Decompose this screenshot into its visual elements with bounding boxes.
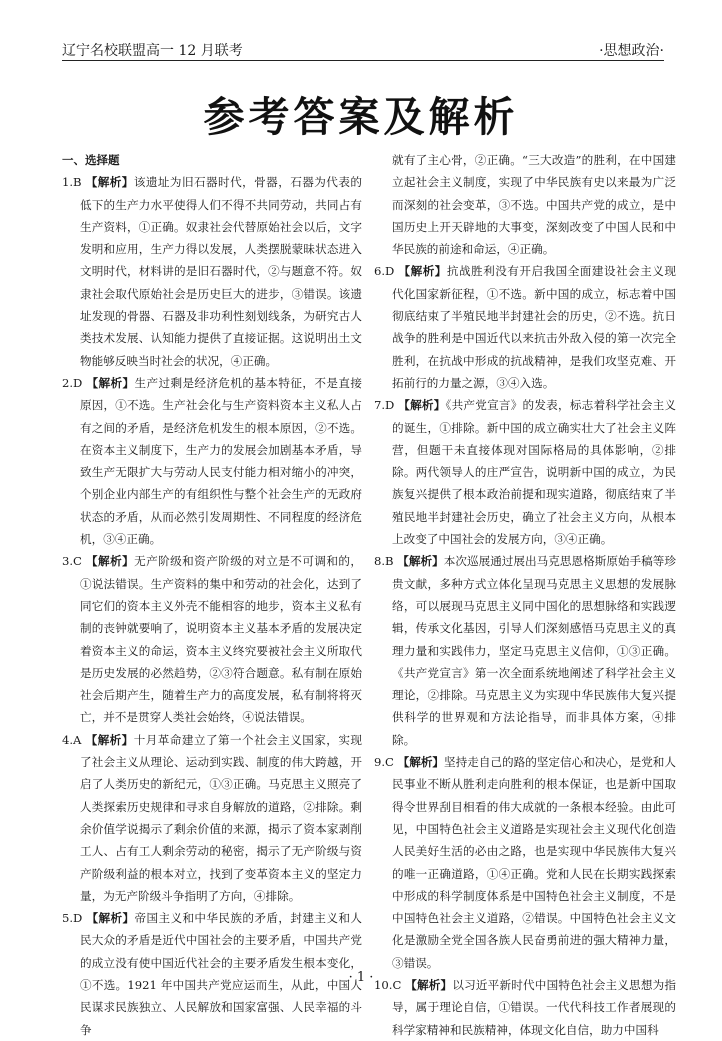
answer-item-2: 2.D 【解析】生产过剩是经济危机的基本特征，不是直接原因，①不选。生产社会化与生产资料资本主义私人占有之间的矛盾，是经济危机发生的根本原因，②不选。在资本主义制度下，生产力的发展会加剧基本矛盾，导致生产无限扩大与劳动人民支付能力相对缩小的冲突，个别企业内部生产的有组织性与整个社会生产的无政府状态的矛盾，从而必然引发周期性、不同程度的经济危机，③④正确。 (62, 375, 362, 547)
header-subject: ·思想政治· (599, 43, 664, 59)
answer-item-5: 5.D 【解析】帝国主义和中华民族的矛盾，封建主义和人民大众的矛盾是近代中国社会的主要矛盾，中国共产党的成立没有使中国近代社会的主要矛盾发生根本变化，①不选。1921 年中国共产党应运而生，从此，中国人民谋求民族独立、人民解放和国家富强、人民幸福的斗争 (62, 911, 362, 1037)
answer-item-3: 3.C 【解析】无产阶级和资产阶级的对立是不可调和的，①说法错误。生产资料的集中和劳动的社会化，达到了同它们的资本主义外壳不能相容的地步，资本主义私有制的丧钟就要响了，说明资本主义基本矛盾的发展决定着资本主义的命运，资本主义终究要被社会主义所取代是历史发展的必然趋势，②③符合题意。私有制在原始社会后期产生，随着生产力的高度发展，私有制将将灭亡，并不是贯穿人类社会始终，④说法错误。 (62, 554, 362, 725)
page-header (62, 38, 664, 61)
answer-item-7: 7.D 【解析】《共产党宣言》的发表，标志着科学社会主义的诞生，①排除。新中国的成立确实壮大了社会主义阵营，但题干未直接体现对国际格局的具体影响，②排除。两代领导人的庄严宣告，说明新中国的成立，为民族复兴提供了根本政治前提和现实道路，彻底结束了半殖民地半封建社会历史，确立了社会主义方向，从根本上改变了中国社会的发展方向，③④正确。 (374, 398, 676, 547)
section-title: 一、选择题 (62, 153, 120, 167)
answer-item-9: 9.C 【解析】坚持走自己的路的坚定信心和决心，是党和人民事业不断从胜利走向胜利的根本保证，也是新中国取得令世界刮目相看的伟大成就的一条根本经验。由此可见，中国特色社会主义道路是实现社会主义现代化创造人民美好生活的必由之路，也是实现中华民族伟大复兴的唯一正确道路，①④正确。党和人民在长期实践探索中形成的科学制度体系是中国特色社会主义制度，不是中国特色社会主义道路，②错误。中国特色社会主义文化是激励全党全国各族人民奋勇前进的强大精神力量，③错误。 (374, 755, 676, 970)
answer-item-6: 6.D 【解析】抗战胜利没有开启我国全面建设社会主义现代化国家新征程，①不选。新中国的成立，标志着中国彻底结束了半殖民地半封建社会的历史，②不选。抗日战争的胜利是中国近代以来抗击外敌入侵的第一次完全胜利，在抗战中形成的抗战精神，是我们攻坚克难、开拓前行的力量之源，③④入选。 (374, 264, 676, 390)
answer-item-10: 10.C 【解析】以习近平新时代中国特色社会主义思想为指导，属于理论自信，①错误。一代代科技工作者展现的科学家精神和民族精神，体现文化自信，助力中国科 (374, 977, 676, 1037)
answer-item-1: 1.B 【解析】该遗址为旧石器时代，骨器，石器为代表的低下的生产力水平使得人们不得不共同劳动，共同占有生产资料，①正确。奴隶社会代替原始社会以后，文字发明和应用，生产力得以发展，人类摆脱蒙昧状态进入文明时代，材料讲的是旧石器时代，②与题意不符。奴隶社会取代原始社会是历史巨大的进步，③错误。该遗址发现的骨器、石器及非功利性刻划线条，为研究古人类技术发展、认知能力提供了直接证据。这说明出土文物能够反映当时社会的状况，④正确。 (62, 175, 362, 368)
answer-item-5-continued: 就有了主心骨，②正确。“三大改造”的胜利，在中国建立起社会主义制度，实现了中华民族有史以来最为广泛而深刻的社会变革，③不选。中国共产党的成立，是中国历史上开天辟地的大事变，深刻改变了中国人民和中华民族的前途和命运，④正确。 (392, 153, 676, 257)
left-column (62, 149, 362, 1041)
page-title: 参考答案及解析 (203, 93, 519, 141)
answer-item-8: 8.B 【解析】本次巡展通过展出马克思恩格斯原始手稿等珍贵文献，多种方式立体化呈现马克思主义思想的发展脉络，可以展现马克思主义同中国化的思想脉络和实践逻辑，传承文化基因，引导人们深刻感悟马克思主义的真理力量和实践伟力，坚定马克思主义信仰，①③正确。《共产党宣言》第一次全面系统地阐述了科学社会主义理论，②排除。马克思主义为实现中华民族伟大复兴提供科学的世界观和方法论指导，而非具体方案，④排除。 (374, 554, 676, 747)
page-number: · 1 · (348, 970, 374, 985)
right-column (374, 149, 676, 1041)
header-exam-name: 辽宁名校联盟高一 12 月联考 (62, 43, 243, 59)
answer-item-4: 4.A 【解析】十月革命建立了第一个社会主义国家，实现了社会主义从理论、运动到实践、制度的伟大跨越，开启了人类历史的新纪元，①③正确。马克思主义照亮了人类探索历史规律和寻求自身解放的道路，②排除。剩余价值学说揭示了剩余价值的来源，揭示了资本家剥削工人、占有工人剩余劳动的秘密，揭示了无产阶级与资产阶级利益的根本对立，找到了变革资本主义的坚定力量，为无产阶级斗争指明了方向，④排除。 (62, 732, 362, 903)
